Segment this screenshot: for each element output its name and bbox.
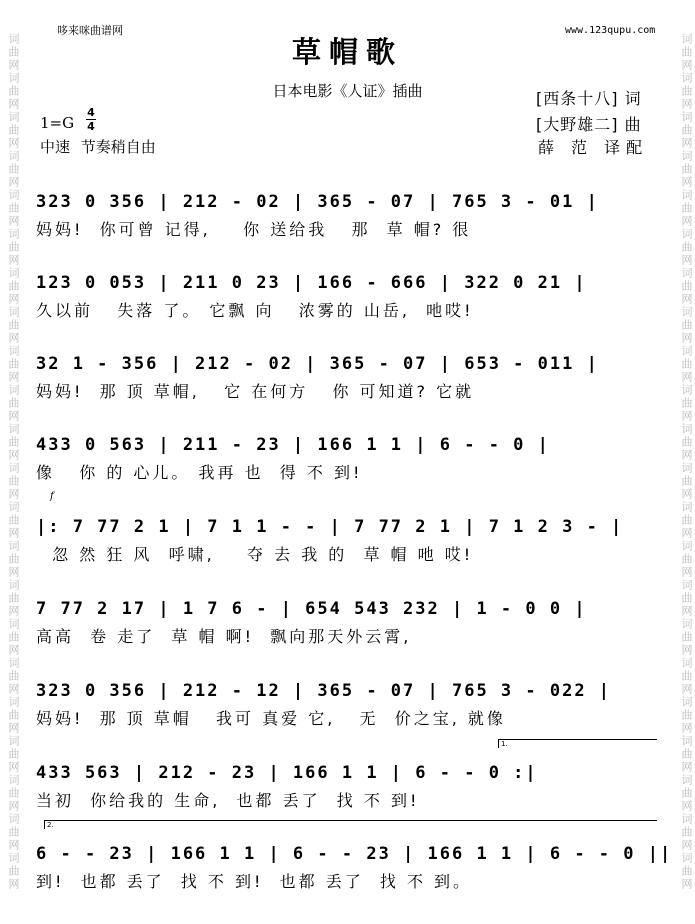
watermark-left: 词曲网词曲网词曲网词曲网词曲网词曲网词曲网词曲网词曲网词曲网词曲网词曲网词曲网词曲网词曲网词曲网词曲网词曲网词曲网词曲网词曲网词曲网: [7, 33, 20, 891]
lyric-line: 像 你 的 心儿。 我再 也 得 不 到!: [36, 463, 363, 482]
time-signature-bottom: 4: [87, 120, 95, 133]
score-row-8: [36, 740, 658, 821]
lyric-line: 妈妈! 你可曾 记得, 你 送给我 那 草 帽? 很: [36, 220, 472, 239]
song-subtitle: 日本电影《人证》插曲: [272, 82, 423, 100]
notation-line: 7 77 2 17 | 1 7 6 - | 654 543 232 | 1 - 0 0 |: [36, 599, 587, 619]
time-signature: [86, 107, 96, 132]
lyric-line: 到! 也都 丢了 找 不 到! 也都 丢了 找 不 到。: [36, 872, 473, 891]
lyricist: [西条十八] 词: [536, 89, 642, 108]
song-title: 草帽歌: [291, 35, 403, 69]
tempo-marking: 中速 节奏稍自由: [40, 138, 156, 156]
lyric-line: 妈妈! 那 顶 草帽, 它 在何方 你 可知道? 它就: [36, 382, 475, 401]
score-row-9: [36, 821, 673, 902]
first-ending-bracket: 1.: [498, 739, 657, 748]
notation-line: 433 563 | 212 - 23 | 166 1 1 | 6 - - 0 :|: [36, 763, 538, 783]
lyric-line: 久以前 失落 了。 它飘 向 浓雾的 山岳, 吔哎!: [36, 301, 474, 320]
lyric-line: 妈妈! 那 顶 草帽 我可 真爱 它, 无 价之宝, 就像: [36, 709, 506, 728]
site-url[interactable]: www.123qupu.com: [565, 25, 656, 36]
arranger: 薛 范 译配: [538, 138, 649, 157]
lyric-line: 忽 然 狂 风 呼啸, 夺 去 我 的 草 帽 吔 哎!: [36, 545, 474, 564]
score-row-5: [36, 491, 658, 575]
score-row-3: [36, 352, 658, 412]
score-row-2: [36, 271, 658, 331]
composer: [大野雄二] 曲: [536, 115, 642, 134]
notation-line: 323 0 356 | 212 - 12 | 365 - 07 | 765 3 - 022 |: [36, 681, 612, 701]
time-signature-top: 4: [87, 106, 95, 119]
notation-line: 323 0 356 | 212 - 02 | 365 - 07 | 765 3 - 01 |: [36, 192, 599, 212]
site-name: 哆来咪曲谱网: [57, 24, 123, 37]
second-ending-bracket: 2.: [44, 820, 657, 829]
notation-line: 6 - - 23 | 166 1 1 | 6 - - 23 | 166 1 1 | 6 - - 0 ||: [36, 844, 673, 864]
score-row-6: [36, 597, 658, 657]
watermark-right: 词曲网词曲网词曲网词曲网词曲网词曲网词曲网词曲网词曲网词曲网词曲网词曲网词曲网词曲网词曲网词曲网词曲网词曲网词曲网词曲网词曲网词曲网: [680, 33, 693, 891]
notation-line: |: 7 77 2 1 | 7 1 1 - - | 7 77 2 1 | 7 1 2 3 - |: [36, 517, 624, 537]
score-row-7: [36, 679, 658, 739]
score-row-4: [36, 433, 658, 493]
notation-line: 123 0 053 | 211 0 23 | 166 - 666 | 322 0 21 |: [36, 273, 587, 293]
key-signature: 1=G: [40, 114, 75, 132]
notation-line: 433 0 563 | 211 - 23 | 166 1 1 | 6 - - 0 |: [36, 435, 550, 455]
lyric-line: 高高 卷 走了 草 帽 啊! 飘向那天外云霄,: [36, 627, 412, 646]
score-row-1: [36, 190, 658, 250]
dynamic-forte: f: [50, 491, 54, 502]
lyric-line: 当初 你给我的 生命, 也都 丢了 找 不 到!: [36, 791, 420, 810]
notation-line: 32 1 - 356 | 212 - 02 | 365 - 07 | 653 - 011 |: [36, 354, 599, 374]
